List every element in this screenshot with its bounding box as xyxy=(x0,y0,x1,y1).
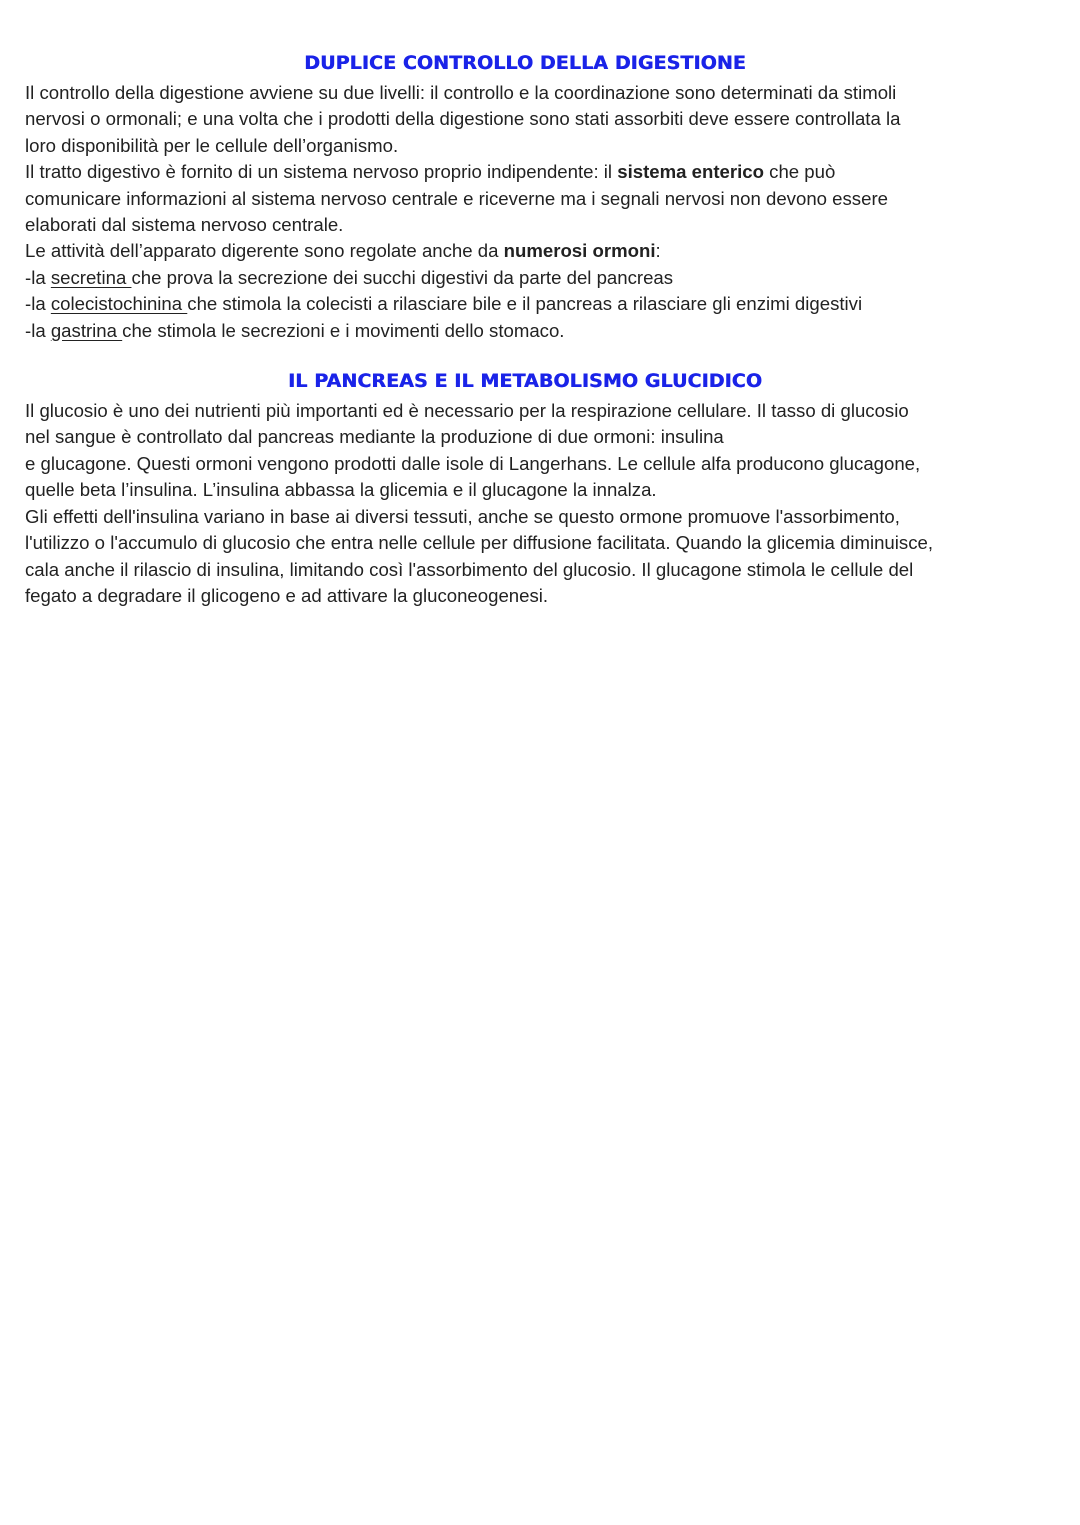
document-page xyxy=(25,52,1025,609)
text-line: Il controllo della digestione avviene su due livelli: il controllo e la coordinazione sono determinati da stimoli xyxy=(25,82,897,103)
text-line: comunicare informazioni al sistema nervoso centrale e riceverne ma i segnali nervosi non devono essere xyxy=(25,187,888,209)
list-item: -la colecistochinina che stimola la colecisti a rilasciare bile e il pancreas a rilasciare gli enzimi digestivi xyxy=(25,293,863,315)
section-heading: DUPLICE CONTROLLO DELLA DIGESTIONE xyxy=(304,52,746,74)
text-line: cala anche il rilascio di insulina, limitando così l'assorbimento del glucosio. Il glucagone stimola le cellule del xyxy=(25,558,914,580)
underlined-term: gastrina xyxy=(50,319,123,341)
list-item: -la gastrina che stimola le secrezioni e i movimenti dello stomaco. xyxy=(25,319,565,341)
text-line: quelle beta l’insulina. L’insulina abbassa la glicemia e il glucagone la innalza. xyxy=(25,479,657,501)
underlined-term: secretina xyxy=(50,266,132,288)
text-line: Le attività dell’apparato digerente sono regolate anche da numerosi ormoni: xyxy=(25,240,661,262)
section-body xyxy=(25,398,1025,609)
bold-term: sistema enterico xyxy=(617,161,764,183)
section-pancreas-metabolism xyxy=(25,370,1025,609)
section-heading: IL PANCREAS E IL METABOLISMO GLUCIDICO xyxy=(288,370,762,393)
underlined-term: colecistochinina xyxy=(50,293,188,315)
section-body xyxy=(25,80,1025,344)
text-line: Il glucosio è uno dei nutrienti più importanti ed è necessario per la respirazione cellulare. Il tasso di glucosio xyxy=(25,400,909,422)
text-line: fegato a degradare il glicogeno e ad attivare la gluconeogenesi. xyxy=(25,584,549,606)
text-line: l'utilizzo o l'accumulo di glucosio che entra nelle cellule per diffusione facilitata. Quando la glicemia diminuisce, xyxy=(25,532,934,554)
text-line: nel sangue è controllato dal pancreas mediante la produzione di due ormoni: insulina xyxy=(25,426,724,448)
text-line: elaborati dal sistema nervoso centrale. xyxy=(25,214,344,236)
list-item: -la secretina che prova la secrezione dei succhi digestivi da parte del pancreas xyxy=(25,266,674,288)
text-line: loro disponibilità per le cellule dell’organismo. xyxy=(25,134,399,156)
text-line: e glucagone. Questi ormoni vengono prodotti dalle isole di Langerhans. Le cellule alfa producono glucagone, xyxy=(25,452,921,474)
text-line: Il tratto digestivo è fornito di un sistema nervoso proprio indipendente: il sistema enterico che può xyxy=(25,161,836,183)
bold-term: numerosi ormoni xyxy=(503,240,656,262)
text-line: Gli effetti dell'insulina variano in base ai diversi tessuti, anche se questo ormone promuove l'assorbimento, xyxy=(25,505,900,527)
section-digestion-control xyxy=(25,52,1025,344)
text-line: nervosi o ormonali; e una volta che i prodotti della digestione sono stati assorbiti deve essere controllata la xyxy=(25,108,901,130)
